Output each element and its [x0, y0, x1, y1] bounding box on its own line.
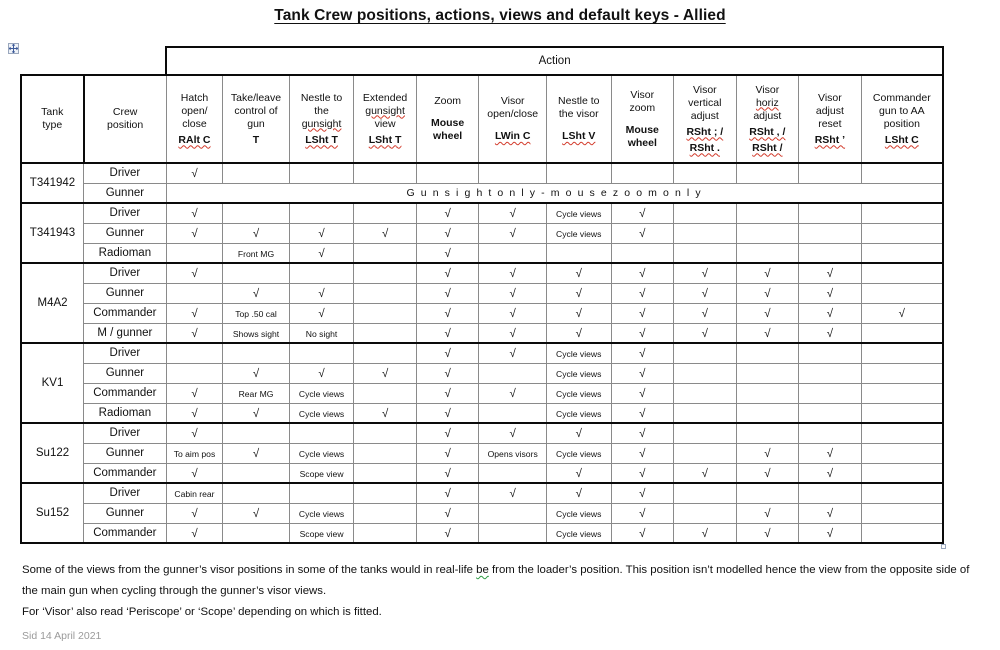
action-cell: √	[861, 303, 943, 323]
header-crew-position: Crew position	[84, 75, 167, 163]
action-cell	[354, 423, 417, 443]
action-cell	[861, 423, 943, 443]
action-cell: Cycle views	[289, 503, 354, 523]
action-cell	[166, 243, 222, 263]
action-cell: √	[736, 503, 799, 523]
action-cell: √	[416, 403, 479, 423]
action-cell: √	[166, 383, 222, 403]
action-cell: √	[223, 223, 290, 243]
crew-position-cell: Commander	[84, 383, 167, 403]
action-cell	[546, 243, 611, 263]
crew-position-cell: Gunner	[84, 363, 167, 383]
action-cell	[799, 163, 862, 183]
action-cell: √	[674, 323, 737, 343]
action-cell	[289, 343, 354, 363]
action-cell: √	[674, 283, 737, 303]
table-row	[21, 383, 943, 403]
action-cell	[799, 423, 862, 443]
header-action-col-4: Zoom Mouse wheel	[416, 75, 479, 163]
table-row	[21, 503, 943, 523]
action-cell: √	[736, 283, 799, 303]
action-cell: √	[611, 363, 674, 383]
crew-position-cell: M / gunner	[84, 323, 167, 343]
action-cell	[289, 203, 354, 223]
header-action-col-10: Visor adjust reset RSht ’	[799, 75, 862, 163]
action-cell	[861, 503, 943, 523]
action-cell: √	[611, 443, 674, 463]
action-cell: Cycle views	[546, 363, 611, 383]
action-cell: √	[223, 363, 290, 383]
footer-p1-part-b: from the loader’s position. This position isn’t modelled hence the view from the opposite side of the main gun when cycling through the gunner’s visor views.	[22, 564, 970, 597]
action-cell	[416, 163, 479, 183]
action-cell: √	[166, 223, 222, 243]
action-cell	[736, 343, 799, 363]
action-cell: Cycle views	[546, 443, 611, 463]
action-cell: Cycle views	[546, 503, 611, 523]
action-cell	[289, 483, 354, 503]
crew-position-cell: Commander	[84, 303, 167, 323]
action-cell	[674, 503, 737, 523]
action-cell	[223, 203, 290, 223]
action-cell: √	[354, 363, 417, 383]
action-cell: √	[546, 483, 611, 503]
action-cell: √	[799, 323, 862, 343]
action-cell	[354, 243, 417, 263]
action-cell	[479, 463, 547, 483]
action-cell: √	[479, 383, 547, 403]
tank-type-cell: Su122	[21, 423, 84, 483]
action-cell: √	[611, 323, 674, 343]
action-cell: √	[799, 523, 862, 543]
action-cell	[546, 163, 611, 183]
action-group-header: Action	[166, 47, 943, 75]
action-cell: Scope view	[289, 463, 354, 483]
action-cell	[674, 423, 737, 443]
header-action-col-3: Extended gunsight view LSht T	[354, 75, 417, 163]
action-cell: Front MG	[223, 243, 290, 263]
action-cell	[223, 423, 290, 443]
action-cell: √	[416, 223, 479, 243]
action-cell: √	[611, 423, 674, 443]
action-cell: √	[289, 363, 354, 383]
action-cell	[736, 223, 799, 243]
footer-paragraph-1	[22, 560, 982, 602]
table-row	[21, 463, 943, 483]
table-row	[21, 263, 943, 283]
action-cell: Cycle views	[289, 403, 354, 423]
page-title: Tank Crew positions, actions, views and default keys - Allied	[274, 7, 726, 24]
action-cell	[611, 243, 674, 263]
action-cell: √	[546, 283, 611, 303]
action-cell	[674, 203, 737, 223]
action-cell: √	[611, 223, 674, 243]
action-cell: √	[736, 443, 799, 463]
signature-line: Sid 14 April 2021	[22, 630, 102, 642]
action-cell	[861, 203, 943, 223]
action-cell	[674, 403, 737, 423]
action-cell: √	[223, 443, 290, 463]
corner-blank	[21, 47, 166, 75]
action-cell: Cycle views	[546, 343, 611, 363]
table-row	[21, 283, 943, 303]
action-cell: √	[479, 203, 547, 223]
action-cell: √	[416, 503, 479, 523]
table-row	[21, 163, 943, 183]
action-cell	[736, 363, 799, 383]
action-cell: √	[611, 463, 674, 483]
header-action-col-0: Hatch open/ close RAlt C	[166, 75, 222, 163]
action-cell: √	[674, 263, 737, 283]
action-cell	[861, 223, 943, 243]
action-cell: √	[479, 283, 547, 303]
action-cell: Shows sight	[223, 323, 290, 343]
action-cell	[861, 283, 943, 303]
action-cell: √	[479, 483, 547, 503]
action-cell: √	[799, 503, 862, 523]
action-cell	[861, 263, 943, 283]
action-cell	[861, 383, 943, 403]
action-cell: √	[289, 223, 354, 243]
action-cell	[861, 343, 943, 363]
action-cell	[799, 243, 862, 263]
action-cell	[736, 403, 799, 423]
action-cell: √	[736, 303, 799, 323]
action-cell: √	[166, 403, 222, 423]
header-tank-type: Tank type	[21, 75, 84, 163]
header-action-col-1: Take/leave control of gun T	[223, 75, 290, 163]
footer-notes	[22, 560, 982, 623]
header-action-col-7: Visor zoom Mouse wheel	[611, 75, 674, 163]
table-row	[21, 183, 943, 203]
action-cell: √	[799, 443, 862, 463]
action-cell: √	[416, 263, 479, 283]
crew-position-cell: Gunner	[84, 503, 167, 523]
action-cell: √	[289, 283, 354, 303]
action-cell: √	[736, 323, 799, 343]
action-cell: √	[799, 303, 862, 323]
action-cell	[861, 523, 943, 543]
action-cell: √	[479, 323, 547, 343]
action-cell	[166, 343, 222, 363]
action-cell	[861, 443, 943, 463]
header-action-col-8: Visor vertical adjust RSht ; / RSht .	[674, 75, 737, 163]
action-cell: √	[479, 303, 547, 323]
footer-p1-spellcheck-word: be	[476, 564, 489, 576]
action-cell	[861, 483, 943, 503]
action-cell: √	[166, 523, 222, 543]
action-cell: √	[611, 383, 674, 403]
action-cell: Cycle views	[546, 383, 611, 403]
header-action-col-6: Nestle to the visor LSht V	[546, 75, 611, 163]
action-cell: √	[546, 263, 611, 283]
action-cell: √	[546, 323, 611, 343]
action-cell: √	[674, 463, 737, 483]
action-cell: Cycle views	[289, 443, 354, 463]
action-cell	[479, 163, 547, 183]
action-cell: Cycle views	[289, 383, 354, 403]
action-cell	[736, 423, 799, 443]
action-cell: √	[546, 303, 611, 323]
action-cell: Cycle views	[546, 523, 611, 543]
action-cell	[799, 203, 862, 223]
action-cell: √	[166, 463, 222, 483]
table-column-header-row	[21, 75, 943, 163]
crew-position-cell: Driver	[84, 263, 167, 283]
action-cell: √	[611, 503, 674, 523]
crew-position-cell: Radioman	[84, 403, 167, 423]
action-cell	[354, 503, 417, 523]
action-cell: √	[611, 403, 674, 423]
action-cell	[799, 343, 862, 363]
action-cell	[799, 363, 862, 383]
tank-type-cell: KV1	[21, 343, 84, 423]
table-row	[21, 243, 943, 263]
action-cell	[354, 383, 417, 403]
action-cell: √	[611, 343, 674, 363]
action-cell: Scope view	[289, 523, 354, 543]
action-cell	[479, 503, 547, 523]
action-cell: √	[223, 503, 290, 523]
tank-type-cell: M4A2	[21, 263, 84, 343]
action-cell: √	[416, 303, 479, 323]
action-cell	[223, 523, 290, 543]
action-cell: √	[799, 283, 862, 303]
action-cell: √	[611, 263, 674, 283]
action-cell	[736, 163, 799, 183]
crew-position-cell: Gunner	[84, 223, 167, 243]
action-cell	[289, 263, 354, 283]
action-cell	[861, 163, 943, 183]
action-cell	[223, 483, 290, 503]
action-cell	[354, 483, 417, 503]
action-cell	[354, 463, 417, 483]
table-row	[21, 363, 943, 383]
action-cell	[354, 343, 417, 363]
action-cell: To aim pos	[166, 443, 222, 463]
action-cell: √	[416, 243, 479, 263]
action-cell: √	[416, 343, 479, 363]
table-row	[21, 483, 943, 503]
action-cell	[674, 163, 737, 183]
tank-type-cell: T341943	[21, 203, 84, 263]
table-row	[21, 523, 943, 543]
crew-positions-table	[20, 46, 944, 544]
footer-paragraph-2: For ‘Visor’ also read ‘Periscope’ or ‘Scope’ depending on which is fitted.	[22, 606, 382, 618]
action-cell	[674, 223, 737, 243]
action-cell: √	[354, 403, 417, 423]
table-row	[21, 303, 943, 323]
action-cell	[223, 343, 290, 363]
crew-position-cell: Driver	[84, 483, 167, 503]
action-cell: √	[166, 503, 222, 523]
action-cell: √	[166, 163, 222, 183]
action-cell	[354, 163, 417, 183]
action-cell	[861, 463, 943, 483]
action-cell: √	[416, 423, 479, 443]
tank-type-cell: T341942	[21, 163, 84, 203]
action-cell	[223, 263, 290, 283]
action-cell	[354, 523, 417, 543]
action-cell	[223, 163, 290, 183]
table-row	[21, 403, 943, 423]
action-cell	[799, 223, 862, 243]
action-cell: √	[546, 463, 611, 483]
table-row	[21, 443, 943, 463]
action-cell	[674, 443, 737, 463]
header-action-col-5: Visor open/close LWin C	[479, 75, 547, 163]
action-cell: √	[479, 223, 547, 243]
action-cell: √	[799, 463, 862, 483]
action-cell: √	[289, 243, 354, 263]
action-cell: √	[479, 423, 547, 443]
action-cell	[736, 483, 799, 503]
header-action-col-9: Visor horiz adjust RSht , / RSht /	[736, 75, 799, 163]
action-cell: √	[416, 363, 479, 383]
header-action-col-2: Nestle to the gunsight LSht T	[289, 75, 354, 163]
crew-position-cell: Radioman	[84, 243, 167, 263]
action-cell: √	[223, 403, 290, 423]
action-cell: √	[546, 423, 611, 443]
action-cell: Cycle views	[546, 403, 611, 423]
action-cell: Cycle views	[546, 203, 611, 223]
crew-position-cell: Commander	[84, 523, 167, 543]
header-action-col-11: Commander gun to AA position LSht C	[861, 75, 943, 163]
action-cell: √	[166, 203, 222, 223]
action-cell: √	[166, 263, 222, 283]
action-cell: √	[416, 463, 479, 483]
crew-position-cell: Driver	[84, 203, 167, 223]
action-cell: Rear MG	[223, 383, 290, 403]
action-cell: √	[611, 523, 674, 543]
table-group-header-row	[21, 47, 943, 75]
action-cell	[354, 283, 417, 303]
action-cell: √	[416, 323, 479, 343]
action-cell	[289, 423, 354, 443]
action-cell: √	[223, 283, 290, 303]
action-cell	[861, 403, 943, 423]
action-cell	[354, 323, 417, 343]
table-row	[21, 323, 943, 343]
action-cell: √	[736, 463, 799, 483]
action-cell	[166, 283, 222, 303]
action-cell: √	[416, 443, 479, 463]
action-cell: √	[166, 323, 222, 343]
action-cell	[674, 483, 737, 503]
crew-position-cell: Gunner	[84, 283, 167, 303]
action-cell	[674, 383, 737, 403]
table-row	[21, 203, 943, 223]
action-cell	[861, 243, 943, 263]
action-cell	[799, 483, 862, 503]
action-cell	[354, 203, 417, 223]
action-cell	[736, 203, 799, 223]
action-cell	[674, 243, 737, 263]
action-cell: √	[611, 303, 674, 323]
action-cell: √	[479, 343, 547, 363]
table-row	[21, 423, 943, 443]
action-cell: √	[799, 263, 862, 283]
table-row	[21, 223, 943, 243]
action-cell: √	[416, 383, 479, 403]
action-cell	[611, 163, 674, 183]
action-cell: √	[289, 303, 354, 323]
table-row	[21, 343, 943, 363]
footer-p1-part-a: Some of the views from the gunner’s visor positions in some of the tanks would in real-life	[22, 564, 477, 576]
action-cell	[861, 323, 943, 343]
crew-position-cell: Driver	[84, 343, 167, 363]
action-cell	[736, 383, 799, 403]
crew-position-cell: Driver	[84, 423, 167, 443]
action-cell: Top .50 cal	[223, 303, 290, 323]
crew-position-cell: Gunner	[84, 443, 167, 463]
action-cell	[166, 363, 222, 383]
action-cell: √	[416, 483, 479, 503]
action-cell: √	[416, 283, 479, 303]
action-cell: √	[674, 303, 737, 323]
action-cell	[354, 263, 417, 283]
action-cell: √	[416, 523, 479, 543]
gunsight-only-banner: G u n s i g h t o n l y - m o u s e z o o m o n l y	[166, 183, 943, 203]
action-cell: √	[674, 523, 737, 543]
action-cell	[479, 523, 547, 543]
action-cell	[479, 243, 547, 263]
action-cell	[674, 363, 737, 383]
action-cell: √	[479, 263, 547, 283]
action-cell: √	[166, 303, 222, 323]
action-cell	[736, 243, 799, 263]
action-cell: No sight	[289, 323, 354, 343]
action-cell: √	[736, 263, 799, 283]
action-cell: √	[736, 523, 799, 543]
table-resize-handle[interactable]	[941, 544, 946, 549]
action-cell	[799, 403, 862, 423]
action-cell	[861, 363, 943, 383]
action-cell	[289, 163, 354, 183]
action-cell	[479, 403, 547, 423]
action-cell	[479, 363, 547, 383]
action-cell: Opens visors	[479, 443, 547, 463]
crew-position-cell: Gunner	[84, 183, 167, 203]
action-cell: √	[354, 223, 417, 243]
action-cell	[674, 343, 737, 363]
action-cell: √	[611, 283, 674, 303]
table-move-handle-icon[interactable]	[8, 43, 19, 54]
action-cell	[354, 303, 417, 323]
action-cell	[799, 383, 862, 403]
action-cell: Cabin rear	[166, 483, 222, 503]
crew-position-cell: Driver	[84, 163, 167, 183]
action-cell: √	[611, 203, 674, 223]
crew-position-cell: Commander	[84, 463, 167, 483]
action-cell	[223, 463, 290, 483]
tank-type-cell: Su152	[21, 483, 84, 543]
action-cell	[354, 443, 417, 463]
action-cell: √	[416, 203, 479, 223]
action-cell: √	[166, 423, 222, 443]
action-cell: √	[611, 483, 674, 503]
action-cell: Cycle views	[546, 223, 611, 243]
